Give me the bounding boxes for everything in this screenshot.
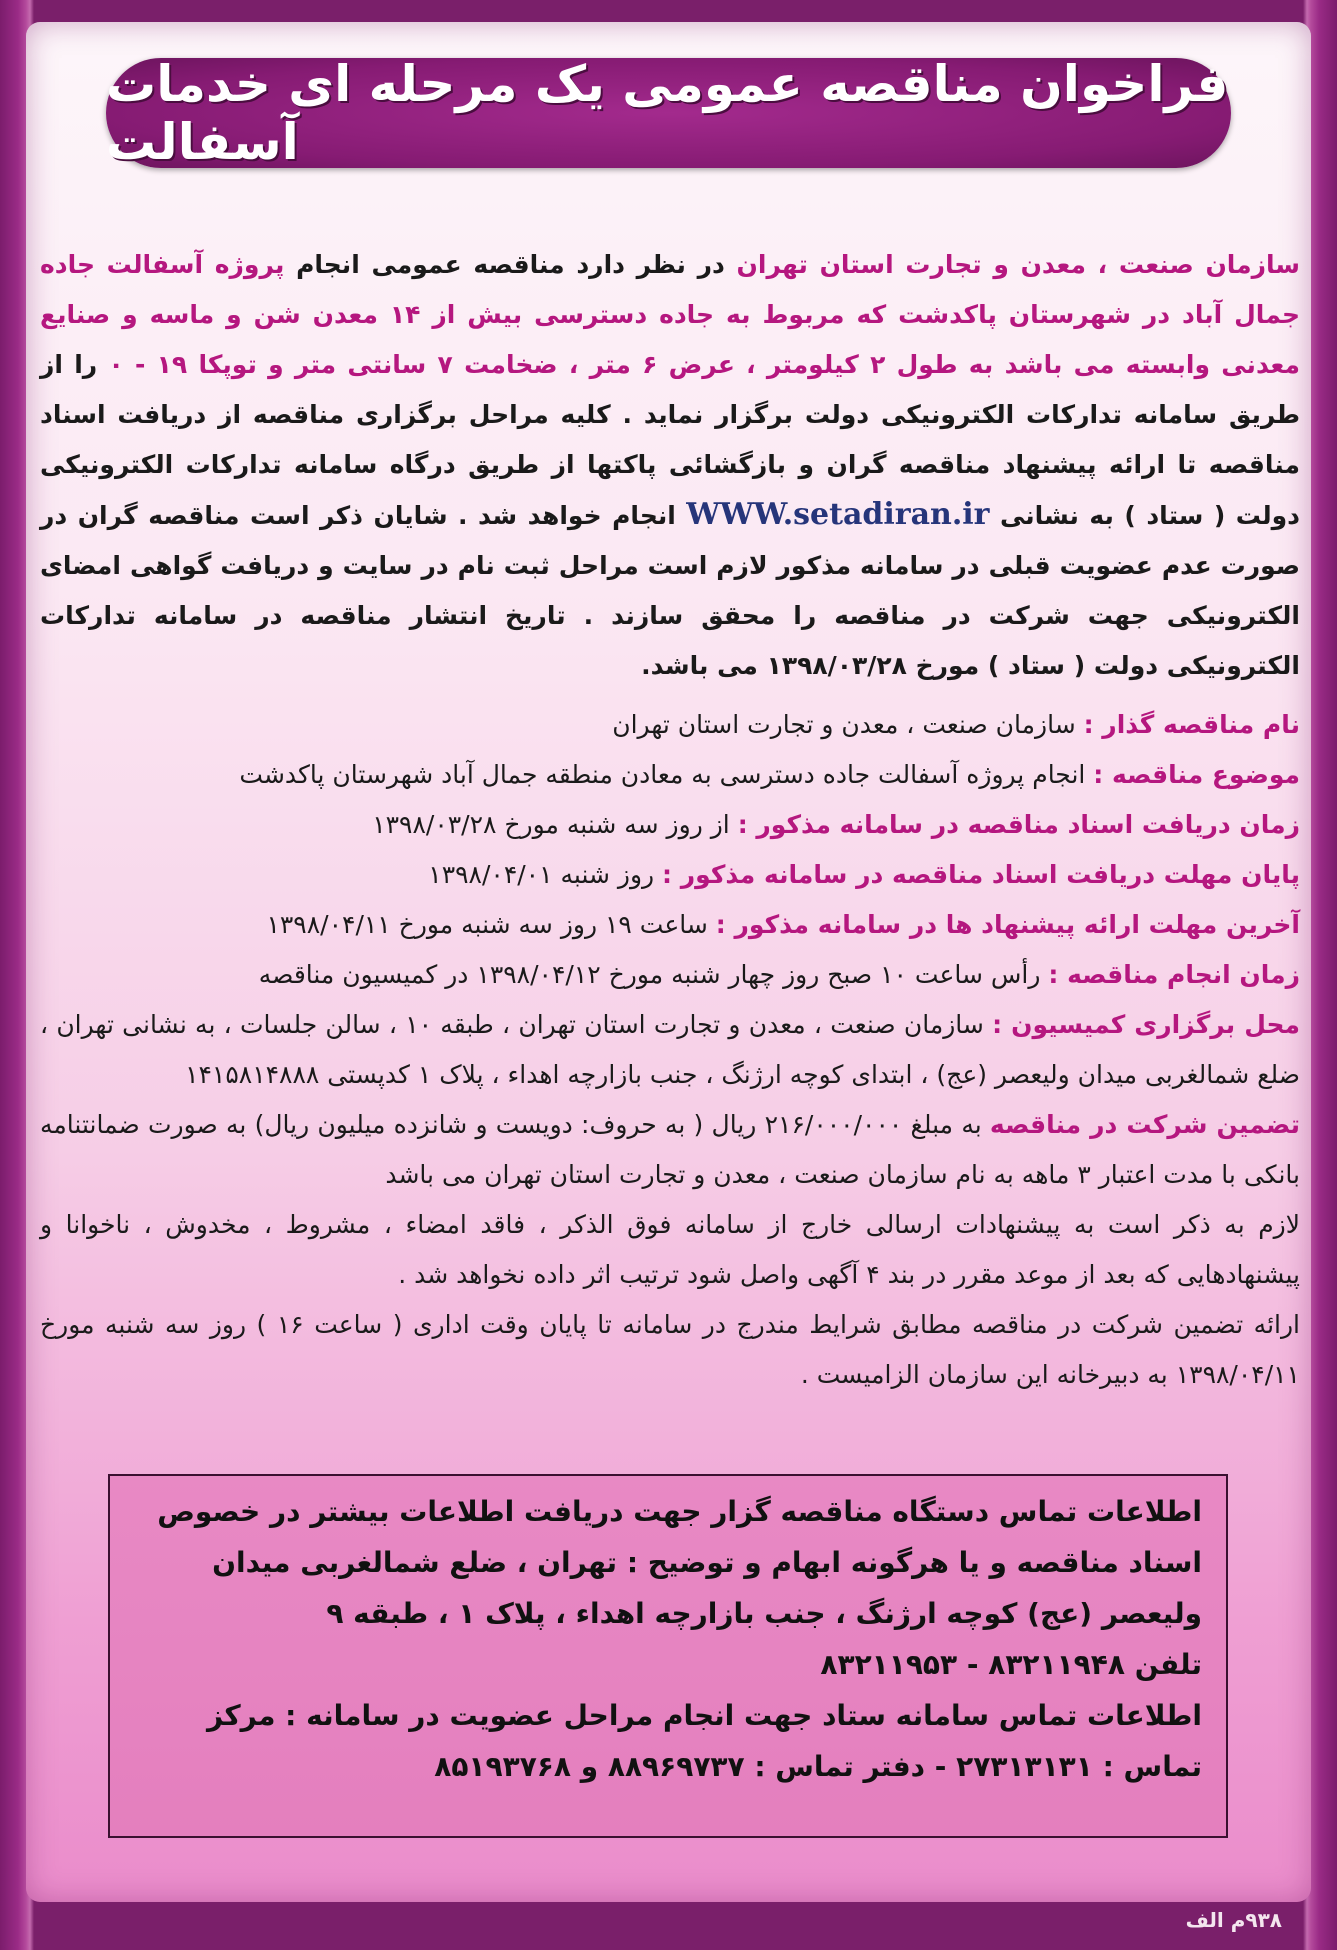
detail-label: زمان انجام مناقصه : <box>1048 960 1300 989</box>
detail-label: نام مناقصه گذار : <box>1083 710 1300 739</box>
detail-value: سازمان صنعت ، معدن و تجارت استان تهران <box>612 710 1084 739</box>
detail-label: آخرین مهلت ارائه پیشنهاد ها در سامانه مذکور : <box>715 910 1300 939</box>
detail-row <box>40 900 1300 950</box>
intro-paragraph <box>40 240 1300 691</box>
detail-value: سازمان صنعت ، معدن و تجارت استان تهران ، طبقه ۱۰ ، سالن جلسات ، به نشانی تهران ، ضلع شمالغربی میدان ولیعصر (عج) ، ابتدای کوچه ارژنگ ، جنب بازارچه اهداء ، پلاک ۱ کدپستی ۱۴۱۵۸۱۴۸۸۸ <box>40 1010 1300 1089</box>
intro-text-1: در نظر دارد مناقصه عمومی انجام <box>284 250 737 279</box>
detail-row <box>40 850 1300 900</box>
footer-code: ۹۳۸م الف <box>1185 1908 1282 1932</box>
detail-value: به مبلغ ۲۱۶/۰۰۰/۰۰۰ ریال ( به حروف: دویست و شانزده میلیون ریال) به صورت ضمانتنامه بانکی با مدت اعتبار ۳ ماهه به نام سازمان صنعت ، معدن و تجارت استان تهران می باشد <box>40 1110 1300 1189</box>
detail-row <box>40 1000 1300 1100</box>
contact-box <box>108 1474 1228 1838</box>
intro-text-3: انجام خواهد شد . شایان ذکر است مناقصه گران در صورت عدم عضویت قبلی در سامانه مذکور لازم است مراحل ثبت نام در سایت و دریافت گواهی امضای الکترونیکی جهت شرکت در مناقصه را محقق سازند . تاریخ انتشار مناقصه در سامانه تدارکات الکترونیکی دولت ( ستاد ) مورخ ۱۳۹۸/۰۳/۲۸ می باشد. <box>40 501 1300 680</box>
detail-value: از روز سه شنبه مورخ ۱۳۹۸/۰۳/۲۸ <box>372 810 738 839</box>
detail-label: تضمین شرکت در مناقصه <box>989 1110 1301 1139</box>
setad-link[interactable]: WWW.setadiran.ir <box>686 497 990 532</box>
title-banner <box>106 55 1231 171</box>
org-name: سازمان صنعت ، معدن و تجارت استان تهران <box>736 250 1301 279</box>
note-paragraph: لازم به ذکر است به پیشنهادات ارسالی خارج از سامانه فوق الذکر ، فاقد امضاء ، مشروط ، مخدوش ، ناخوانا و پیشنهادهایی که بعد از موعد مقرر در بند ۴ آگهی واصل شود ترتیب اثر داده نخواهد شد . <box>40 1210 1300 1289</box>
contact-phone: تلفن ۸۳۲۱۱۹۴۸ - ۸۳۲۱۱۹۵۳ <box>820 1648 1202 1681</box>
detail-label: محل برگزاری کمیسیون : <box>992 1010 1301 1039</box>
detail-label: زمان دریافت اسناد مناقصه در سامانه مذکور : <box>737 810 1300 839</box>
contact-info-2: اطلاعات تماس سامانه ستاد جهت انجام مراحل عضویت در سامانه : مرکز تماس : ۲۷۳۱۳۱۳۱ - دفتر تماس : ۸۸۹۶۹۷۳۷ و ۸۵۱۹۳۷۶۸ <box>206 1699 1202 1783</box>
detail-value: رأس ساعت ۱۰ صبح روز چهار شنبه مورخ ۱۳۹۸/۰۴/۱۲ در کمیسیون مناقصه <box>258 960 1049 989</box>
page-title: فراخوان مناقصه عمومی یک مرحله ای خدمات آسفالت <box>106 55 1229 171</box>
detail-row <box>40 1100 1300 1200</box>
note-paragraph: ارائه تضمین شرکت در مناقصه مطابق شرایط مندرج در سامانه تا پایان وقت اداری ( ساعت ۱۶ ) روز سه شنبه مورخ ۱۳۹۸/۰۴/۱۱ به دبیرخانه این سازمان الزامیست . <box>40 1310 1300 1389</box>
detail-label: موضوع مناقصه : <box>1093 760 1300 789</box>
detail-value: روز شنبه ۱۳۹۸/۰۴/۰۱ <box>428 860 663 889</box>
detail-row <box>40 700 1300 750</box>
intro-text-2: را از طریق سامانه تدارکات الکترونیکی دولت برگزار نماید . کلیه مراحل برگزاری مناقصه از دریافت اسناد مناقصه تا ارائه پیشنهاد مناقصه گران و بازگشائی پاکتها از طریق درگاه سامانه تدارکات الکترونیکی دولت ( ستاد ) به نشانی <box>40 350 1301 530</box>
tender-details <box>40 700 1300 1400</box>
project-description: پروژه آسفالت جاده جمال آباد در شهرستان پاکدشت که مربوط به جاده دسترسی بیش از ۱۴ معدن شن و ماسه و صنایع معدنی وابسته می باشد به طول ۲ کیلومتر ، عرض ۶ متر ، ضخامت ۷ سانتی متر و توپکا ۱۹ - ۰ <box>40 250 1300 379</box>
detail-row <box>40 950 1300 1000</box>
detail-row <box>40 750 1300 800</box>
detail-value: ساعت ۱۹ روز سه شنبه مورخ ۱۳۹۸/۰۴/۱۱ <box>266 910 716 939</box>
contact-info-1: اطلاعات تماس دستگاه مناقصه گزار جهت دریافت اطلاعات بیشتر در خصوص اسناد مناقصه و یا هرگونه ابهام و توضیح : تهران ، ضلع شمالغربی میدان ولیعصر (عج) کوچه ارژنگ ، جنب بازارچه اهداء ، پلاک ۱ ، طبقه ۹ <box>157 1495 1202 1630</box>
detail-label: پایان مهلت دریافت اسناد مناقصه در سامانه مذکور : <box>662 860 1300 889</box>
detail-value: انجام پروژه آسفالت جاده دسترسی به معادن منطقه جمال آباد شهرستان پاکدشت <box>239 760 1094 789</box>
detail-row <box>40 800 1300 850</box>
